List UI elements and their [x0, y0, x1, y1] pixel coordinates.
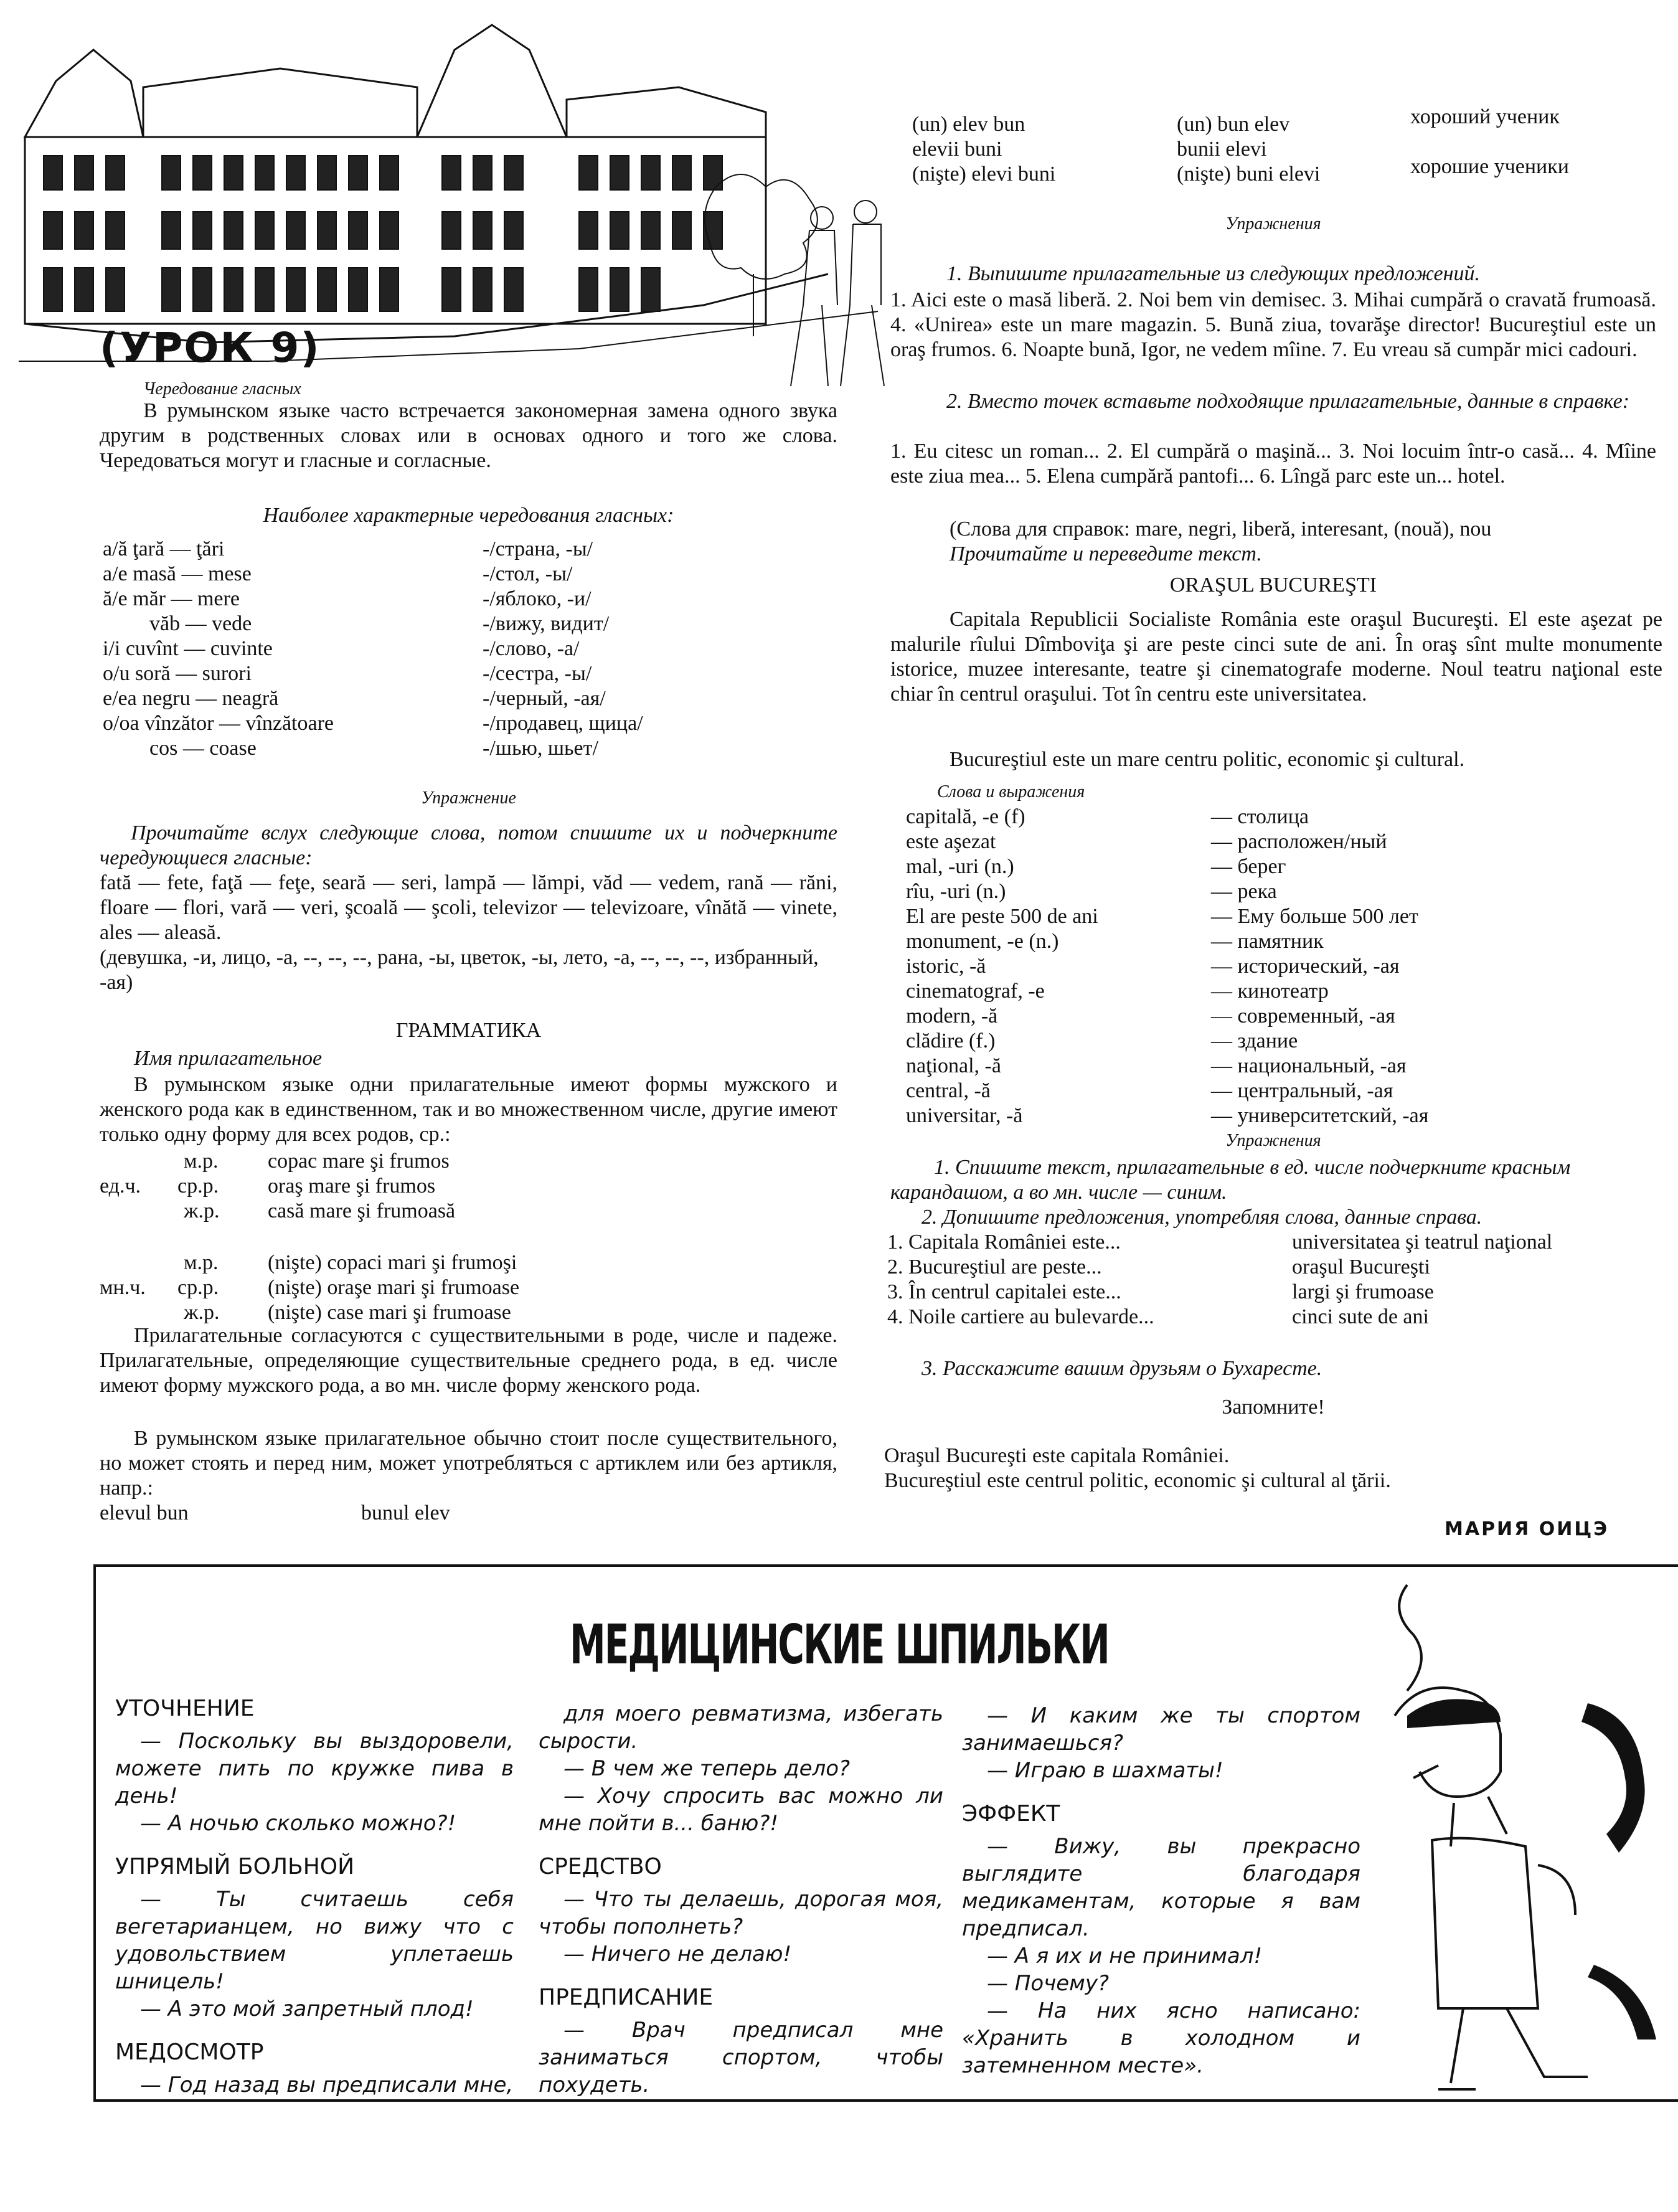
author-signature: МАРИЯ ОИЦЭ: [1445, 1518, 1610, 1540]
vocab-translation: — кинотеатр: [1211, 980, 1329, 1003]
joke-line: — Хочу спросить вас можно ли мне пойти в... баню?!: [539, 1784, 943, 1836]
adjective-intro: В румынском языке одни прилагательные имеют формы мужского и женского рода как в единственном, так и во множественном числе, другие имеют только одну форму для всех родов, ср.:: [100, 1073, 837, 1146]
joke-heading: СРЕДСТВО: [539, 1854, 662, 1879]
alternation-right: -/слово, -а/: [483, 637, 580, 660]
alternation-row: [103, 537, 841, 562]
vocab-term: El are peste 500 de ani: [906, 905, 1098, 928]
sentence-option: oraşul Bucureşti: [1292, 1255, 1430, 1279]
vocab-term: monument, -e (n.): [906, 930, 1059, 953]
vocab-term: universitar, -ă: [906, 1104, 1023, 1127]
exercises-heading: Упражнения: [1225, 214, 1321, 234]
exercise2-text: 1. Eu citesc un roman... 2. El cumpără o maşină... 3. Noi locuim într-o casă... 4. Mîine este ziua mea... 5. Elena cumpără pantofi... 6. Lîngă parc este un... hotel.: [890, 440, 1656, 488]
gender-example: (nişte) oraşe mari şi frumoase: [268, 1276, 520, 1299]
humor-banner: МЕДИЦИНСКИЕ ШПИЛЬКИ: [570, 1613, 1109, 1676]
vocab-term: mal, -uri (n.): [906, 855, 1014, 878]
vocab-translation: — столица: [1211, 805, 1309, 828]
exercise2-task: 2. Вместо точек вставьте подходящие прилагательные, данные в справке:: [946, 390, 1630, 413]
joke-line: — В чем же теперь дело?: [563, 1756, 851, 1781]
vocab-term: modern, -ă: [906, 1004, 998, 1028]
alternation-left: a/ă ţară — ţări: [103, 537, 225, 560]
joke-heading: ПРЕДПИСАНИЕ: [539, 1985, 714, 2010]
exercises2-heading: Упражнения: [1225, 1131, 1321, 1150]
forms-cell: (un) bun elev: [1177, 113, 1290, 136]
gender-row: [100, 1250, 837, 1275]
alternation-right: -/яблоко, -и/: [483, 587, 592, 610]
sentence-start: 2. Bucureştiul are peste...: [887, 1255, 1102, 1279]
forms-cell: bunii elevi: [1177, 138, 1267, 161]
exercise1-text: 1. Aici este o masă liberă. 2. Noi bem vin demisec. 3. Mihai cumpără o cravată frumoasă. 4. «Unirea» este un mare magazin. 5. Bună ziua, tovarăşe director! Bucureştiul este un oraş frumos. 6. Noapte bună, Igor, ne vedem mîine. 7. Eu vreau să cumpăr mici cadouri.: [890, 288, 1656, 361]
joke-line: — А это мой запретный плод!: [140, 1997, 474, 2021]
vocab-row: [906, 1104, 1666, 1128]
vocab-term: capitală, -e (f): [906, 805, 1025, 828]
alternation-row: [103, 562, 841, 587]
humor-column-3: [962, 1702, 1360, 2079]
gender-label: ср.р.: [177, 1276, 219, 1299]
joke-line: — Играю в шахматы!: [987, 1758, 1223, 1783]
forms-row: [912, 105, 1659, 137]
exercise2-word-bank: (Слова для справок: mare, negri, liberă, interesant, (nouă), nou: [950, 518, 1492, 541]
vocab-translation: — современный, -ая: [1211, 1004, 1395, 1028]
vocab-row: [906, 1079, 1666, 1104]
alternation-left: cos — coase: [149, 737, 257, 760]
example-elevul-bun: elevul bun: [100, 1501, 189, 1524]
plural-table: [100, 1250, 837, 1325]
alternation-right: -/стол, -ы/: [483, 562, 573, 585]
alternation-row: [103, 686, 841, 711]
gender-example: (nişte) case mari şi frumoase: [268, 1301, 511, 1324]
adjective-heading: Имя прилагательное: [134, 1047, 323, 1070]
joke-line: — Год назад вы предписали мне,: [140, 2073, 514, 2097]
exercise2c: 3. Расскажите вашим друзьям о Бухаресте.: [921, 1357, 1322, 1380]
joke-line: — А ночью сколько можно?!: [140, 1811, 456, 1836]
vocab-row: [906, 954, 1666, 979]
gender-label: ж.р.: [184, 1301, 220, 1324]
complete-sentences-table: [887, 1230, 1666, 1330]
gender-row: [100, 1300, 837, 1325]
alternation-left: ă/e măr — mere: [103, 587, 240, 610]
vocab-term: naţional, -ă: [906, 1054, 1001, 1077]
exercise-task: Прочитайте вслух следующие слова, потом спишите их и подчеркните чередующиеся гласные:: [100, 821, 837, 869]
joke-heading: УПРЯМЫЙ БОЛЬНОЙ: [115, 1854, 355, 1879]
joke-line: — Ничего не делаю!: [563, 1942, 792, 1967]
alternation-left: văb — vede: [149, 612, 252, 635]
singular-label: ед.ч.: [100, 1175, 141, 1198]
grammar-heading: ГРАММАТИКА: [395, 1019, 542, 1042]
alternation-right: -/шью, шьет/: [483, 737, 598, 760]
exercise-words: fată — fete, faţă — feţe, seară — seri, lampă — lămpi, văd — vedem, rană — răni, floare — flori, vară — veri, şcoală — şcoli, televizor — televizoare, vînătă — vinete, ales — aleasă.: [100, 871, 837, 944]
joke-line: — Вижу, вы прекрасно выглядите благодаря медикаментам, которые я вам предписал.: [962, 1834, 1360, 1941]
vocab-translation: — река: [1211, 880, 1277, 903]
exercise2a: 1. Спишите текст, прилагательные в ед. числе подчеркните красным карандашом, а во мн. числе — синим.: [890, 1156, 1571, 1204]
humor-column-2: [539, 1700, 943, 2099]
exercise2b: 2. Допишите предложения, употребляя слова, данные справа.: [921, 1206, 1482, 1229]
vocab-translation: — Ему больше 500 лет: [1211, 905, 1418, 928]
gender-row: [100, 1199, 837, 1224]
alternation-row: [103, 636, 841, 661]
complete-row: [887, 1230, 1666, 1255]
forms-cell: (un) elev bun: [912, 113, 1025, 136]
gender-row: [100, 1149, 837, 1174]
vocab-translation: — университетский, -ая: [1211, 1104, 1429, 1127]
humor-column-1: [115, 1695, 514, 2099]
forms-cell: хороший ученик: [1410, 105, 1560, 128]
alternation-heading: Наиболее характерные чередования гласных:: [263, 504, 674, 527]
joke-line: — И каким же ты спортом занимаешься?: [962, 1703, 1360, 1756]
alternation-row: [103, 612, 841, 636]
exercise-heading: Упражнение: [421, 788, 516, 808]
adjective-forms-table: [912, 105, 1659, 187]
sentence-option: universitatea şi teatrul naţional: [1292, 1231, 1553, 1254]
exercise-translation: (девушка, -и, лицо, -а, --, --, --, рана, -ы, цветок, -ы, лето, -а, --, --, --, избранный, -ая): [100, 946, 819, 994]
singular-table: [100, 1149, 837, 1224]
sentence-option: largi şi frumoase: [1292, 1280, 1434, 1303]
vocab-row: [906, 979, 1666, 1004]
alternation-row: [103, 661, 841, 686]
complete-row: [887, 1280, 1666, 1305]
gender-row: [100, 1275, 837, 1300]
sentence-start: 4. Noile cartiere au bulevarde...: [887, 1305, 1154, 1328]
text-paragraph-1: Capitala Republicii Socialiste România este oraşul Bucureşti. El este aşezat pe malurile rîului Dîmboviţa şi are peste cinci sute de ani. În oraş sînt multe monumente istorice, muzee interesante, teatre şi cinematografe moderne. Noul teatru naţional este chiar în centrul oraşului. Tot în centru este universitatea.: [890, 608, 1662, 706]
example-bunul-elev: bunul elev: [361, 1501, 450, 1524]
forms-cell: хорошие ученики: [1410, 155, 1569, 178]
vocab-row: [906, 805, 1666, 830]
vocab-translation: — исторический, -ая: [1211, 955, 1400, 978]
remember-heading: Запомните!: [1222, 1396, 1325, 1419]
forms-cell: (nişte) elevi buni: [912, 163, 1056, 186]
gender-row: [100, 1174, 837, 1199]
vocab-heading: Слова и выражения: [937, 782, 1085, 801]
vocab-term: clădire (f.): [906, 1029, 996, 1052]
alternation-right: -/страна, -ы/: [483, 537, 593, 560]
gender-example: oraş mare şi frumos: [268, 1175, 436, 1198]
vocab-translation: — здание: [1211, 1029, 1298, 1052]
remember-line-1: Oraşul Bucureşti este capitala României.: [884, 1444, 1230, 1467]
vocab-term: central, -ă: [906, 1079, 991, 1102]
subheading-alternation: Чередование гласных: [143, 379, 301, 399]
alternation-row: [103, 587, 841, 612]
joke-line: — Врач предписал мне заниматься спортом, чтобы похудеть.: [539, 2018, 943, 2097]
vocab-row: [906, 830, 1666, 854]
alternation-left: a/e masă — mese: [103, 562, 252, 585]
text-title: ORAŞUL BUCUREŞTI: [1169, 574, 1377, 597]
gender-label: ср.р.: [177, 1175, 219, 1198]
alternation-right: -/сестра, -ы/: [483, 662, 592, 685]
sentence-start: 3. În centrul capitalei este...: [887, 1280, 1121, 1303]
vocab-row: [906, 1004, 1666, 1029]
remember-line-2: Bucureştiul este centrul politic, economic şi cultural al ţării.: [884, 1469, 1391, 1492]
sentence-option: cinci sute de ani: [1292, 1305, 1429, 1328]
joke-line: — Ты считаешь себя вегетарианцем, но вижу что с удовольствием уплетаешь шницель!: [115, 1887, 514, 1994]
smoking-man-illustration: [1345, 1579, 1669, 2096]
forms-row: [912, 155, 1659, 187]
vocab-translation: — берег: [1211, 855, 1286, 878]
forms-cell: (nişte) buni elevi: [1177, 163, 1321, 186]
joke-line: — Поскольку вы выздоровели, можете пить по кружке пива в день!: [115, 1729, 514, 1808]
vocab-row: [906, 904, 1666, 929]
vocab-translation: — расположен/ный: [1211, 830, 1387, 853]
vocab-term: cinematograf, -e: [906, 980, 1045, 1003]
vocab-row: [906, 1054, 1666, 1079]
joke-line: — Почему?: [987, 1971, 1109, 1996]
vocab-row: [906, 879, 1666, 904]
alternation-right: -/продавец, щица/: [483, 712, 643, 735]
gender-label: м.р.: [184, 1150, 219, 1173]
vocab-term: rîu, -uri (n.): [906, 880, 1006, 903]
alternation-left: e/ea negru — neagră: [103, 687, 279, 710]
complete-row: [887, 1255, 1666, 1280]
gender-label: м.р.: [184, 1251, 219, 1274]
vocab-term: istoric, -ă: [906, 955, 986, 978]
alternation-row: [103, 711, 841, 736]
alternation-left: i/i cuvînt — cuvinte: [103, 637, 273, 660]
gender-example: copac mare şi frumos: [268, 1150, 450, 1173]
lesson-title: (УРОК 9): [100, 324, 321, 372]
alternation-right: -/черный, -ая/: [483, 687, 606, 710]
joke-line: — А я их и не принимал!: [987, 1944, 1263, 1969]
intro-paragraph: В румынском языке часто встречается закономерная замена одного звука другим в родственных словах или в основах одного и того же слова. Чередоваться могут и гласные и согласные.: [100, 399, 837, 472]
vocab-row: [906, 1029, 1666, 1054]
vocab-translation: — центральный, -ая: [1211, 1079, 1393, 1102]
exercise1-task: 1. Выпишите прилагательные из следующих предложений.: [946, 262, 1481, 285]
alternation-table: [103, 537, 841, 761]
forms-cell: elevii buni: [912, 138, 1002, 161]
joke-line: для моего ревматизма, избегать сырости.: [539, 1701, 943, 1754]
agreement-paragraph: Прилагательные согласуются с существительными в роде, числе и падеже. Прилагательные, определяющие существительные среднего рода, в ед. числе имеют форму мужского рода, а во мн. числе форму женского рода.: [100, 1324, 837, 1397]
vocab-row: [906, 929, 1666, 954]
alternation-right: -/вижу, видит/: [483, 612, 610, 635]
gender-example: (nişte) copaci mari şi frumoşi: [268, 1251, 517, 1274]
vocab-translation: — национальный, -ая: [1211, 1054, 1407, 1077]
complete-row: [887, 1305, 1666, 1330]
text-paragraph-2: Bucureştiul este un mare centru politic, economic şi cultural.: [950, 748, 1465, 771]
alternation-row: [103, 736, 841, 761]
joke-heading: ЭФФЕКТ: [962, 1801, 1060, 1827]
joke-line: — Что ты делаешь, дорогая моя, чтобы пополнеть?: [539, 1887, 943, 1939]
gender-example: casă mare şi frumoasă: [268, 1199, 456, 1222]
vocab-term: este aşezat: [906, 830, 996, 853]
vocabulary-table: [906, 805, 1666, 1128]
position-paragraph: В румынском языке прилагательное обычно стоит после существительного, но может стоять и перед ним, может употребляться с артиклем или без артикля, напр.:: [100, 1427, 837, 1500]
read-translate-task: Прочитайте и переведите текст.: [950, 542, 1262, 565]
joke-heading: УТОЧНЕНИЕ: [115, 1696, 255, 1721]
alternation-left: o/u soră — surori: [103, 662, 252, 685]
alternation-left: o/oa vînzător — vînzătoare: [103, 712, 334, 735]
gender-label: ж.р.: [184, 1199, 220, 1222]
vocab-translation: — памятник: [1211, 930, 1324, 953]
joke-line: — На них ясно написано: «Хранить в холодном и затемненном месте».: [962, 1998, 1360, 2078]
plural-label: мн.ч.: [100, 1276, 146, 1299]
sentence-start: 1. Capitala României este...: [887, 1231, 1121, 1254]
vocab-row: [906, 854, 1666, 879]
joke-heading: МЕДОСМОТР: [115, 2039, 264, 2065]
